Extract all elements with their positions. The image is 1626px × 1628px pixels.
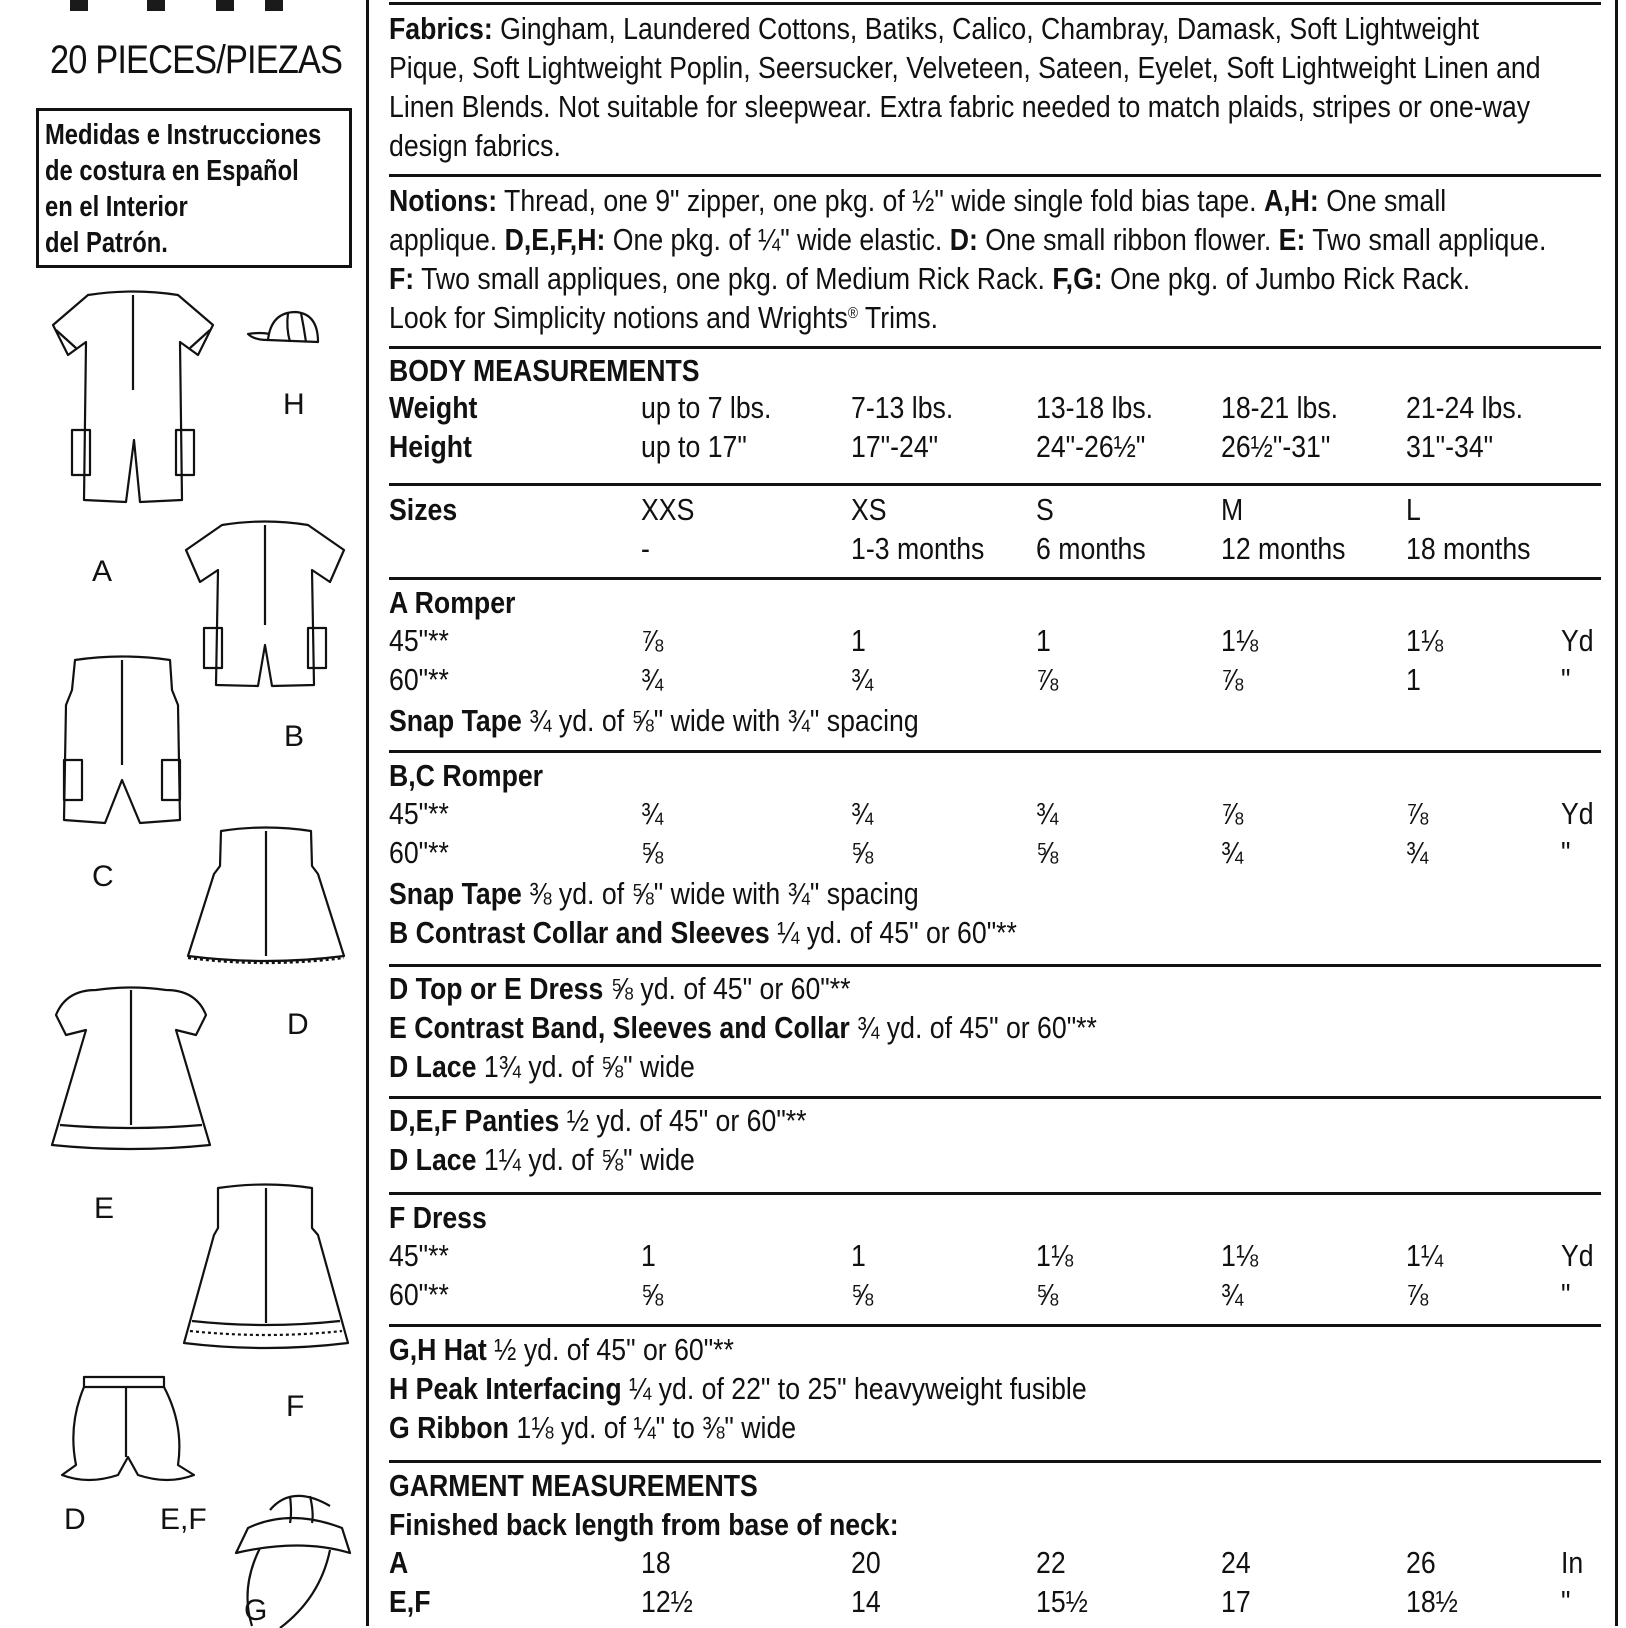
garment-measurements-subtitle: Finished back length from base of neck: [389,1507,899,1542]
measurement-row-value: 20 [851,1545,881,1580]
weight-row-value: 7-13 lbs. [851,390,954,425]
f-dress-title: F Dress [389,1200,487,1235]
bloomers-icon [58,1375,198,1485]
section-rule [389,174,1601,177]
left-panel [0,0,368,1626]
section-rule [389,1192,1601,1195]
notions-line: Look for Simplicity notions and Wrights® Trims. [389,300,938,335]
yardage-line: H Peak Interfacing ¼ yd. of 22" to 25" heavyweight fusible [389,1371,1087,1406]
yardage-row-value: ⅝ [641,835,664,870]
yardage-line: G,H Hat ½ yd. of 45" or 60"** [389,1332,734,1367]
romper-sleeveless-icon [60,655,185,825]
section-rule [389,964,1601,967]
yardage-row-value: ⅞ [1406,796,1429,831]
view-label-e: E [94,1192,115,1225]
yardage-row-label: 45"** [389,796,449,831]
measurement-row-value: 22 [1036,1545,1066,1580]
spanish-note-line: de costura en Español [45,155,299,187]
yardage-row-value: ¾ [851,796,874,831]
yardage-row-value: ¾ [641,662,664,697]
garment-measurements-title: GARMENT MEASUREMENTS [389,1468,758,1503]
notions-line: applique. D,E,F,H: One pkg. of ¼" wide elastic. D: One small ribbon flower. E: Two small applique. [389,222,1547,257]
yardage-row-value: 1 [851,1238,866,1273]
view-label-b: B [284,720,305,753]
notions-line: Notions: Thread, one 9" zipper, one pkg. of ½" wide single fold bias tape. A,H: One small [389,183,1447,218]
spanish-note-line: Medidas e Instrucciones [45,119,322,151]
view-label-d-top: D [287,1008,309,1041]
yardage-row-unit: Yd [1561,796,1594,831]
ages-row-value: 18 months [1406,531,1531,566]
measurement-row-unit: In [1561,1545,1584,1580]
yardage-row-label: 45"** [389,623,449,658]
view-label-c: C [92,860,114,893]
bc-snap-tape: Snap Tape ⅜ yd. of ⅝" wide with ¾" spacing [389,876,919,911]
fabrics-line: Linen Blends. Not suitable for sleepwear. Extra fabric needed to match plaids, stripes or one-way [389,89,1531,124]
spanish-note-line: en el Interior [45,191,188,223]
spanish-instructions-box [36,108,352,268]
yardage-line: E Contrast Band, Sleeves and Collar ¾ yd. of 45" or 60"** [389,1010,1097,1045]
yardage-row-value: 1 [851,623,866,658]
weight-row-value: 21-24 lbs. [1406,390,1524,425]
view-label-f: F [286,1390,305,1423]
yardage-row-value: ¾ [1036,796,1059,831]
sizes-row-value: XS [851,492,887,527]
a-snap-tape: Snap Tape ¾ yd. of ⅝" wide with ¾" spacing [389,703,919,738]
view-label-ef-panties: E,F [160,1503,207,1536]
fabrics-line: Pique, Soft Lightweight Poplin, Seersucker, Velveteen, Sateen, Eyelet, Soft Lightweight Linen and [389,50,1541,85]
sizes-row-label: Sizes [389,492,458,527]
measurement-row-value: 12½ [641,1584,693,1619]
fabrics-line: Fabrics: Gingham, Laundered Cottons, Batiks, Calico, Chambray, Damask, Soft Lightweight [389,11,1480,46]
section-rule [389,1460,1601,1463]
height-row-value: 26½"-31" [1221,429,1331,464]
puff-sleeve-dress-icon [46,985,216,1155]
yardage-row-value: ¾ [1221,1277,1244,1312]
height-row-value: 17"-24" [851,429,939,464]
section-rule [389,1324,1601,1327]
yardage-row-value: ⅞ [1406,1277,1429,1312]
weight-row-value: 18-21 lbs. [1221,390,1339,425]
yardage-row-value: 1 [1406,662,1421,697]
measurement-row-value: 24 [1221,1545,1251,1580]
measurement-row-label: E,F [389,1584,431,1619]
ages-row-value: 1-3 months [851,531,985,566]
section-rule [389,750,1601,753]
yardage-row-value: ⅞ [1221,662,1244,697]
romper-long-icon [48,290,218,520]
section-rule [389,577,1601,580]
right-border [1615,0,1618,1626]
yardage-row-label: 60"** [389,662,449,697]
height-row-label: Height [389,429,472,464]
yardage-row-unit: Yd [1561,623,1594,658]
measurement-row-value: 14 [851,1584,881,1619]
section-rule [389,1096,1601,1099]
yardage-row-value: ⅝ [851,1277,874,1312]
section-rule [389,2,1601,5]
romper-short-sleeve-icon [182,520,348,690]
b-contrast: B Contrast Collar and Sleeves ¼ yd. of 45" or 60"** [389,915,1017,950]
yardage-row-unit: " [1561,662,1571,697]
body-measurements-title: BODY MEASUREMENTS [389,353,700,388]
yardage-line: D Top or E Dress ⅝ yd. of 45" or 60"** [389,971,851,1006]
piece-count: 20 PIECES/PIEZAS [50,38,343,82]
registered-mark: ® [847,305,859,322]
yardage-row-value: 1 [641,1238,656,1273]
yardage-row-value: ⅝ [1036,1277,1059,1312]
yardage-row-value: ⅝ [851,835,874,870]
cap-icon [246,310,321,355]
yardage-row-value: ⅞ [1221,796,1244,831]
ages-row-value: 6 months [1036,531,1146,566]
height-row-value: up to 17" [641,429,747,464]
yardage-line: D,E,F Panties ½ yd. of 45" or 60"** [389,1103,807,1138]
fabrics-label: Fabrics: [389,11,493,46]
sizes-row-value: S [1036,492,1054,527]
measurement-row-value: 18½ [1406,1584,1458,1619]
yardage-row-value: 1⅛ [1036,1238,1074,1273]
sizes-row-value: M [1221,492,1244,527]
spanish-note-line: del Patrón. [45,227,168,259]
yardage-row-value: ¾ [1221,835,1244,870]
pattern-number-logo-fragment [68,0,288,12]
bc-romper-title: B,C Romper [389,758,544,793]
section-rule [389,346,1601,349]
yardage-row-value: ¾ [1406,835,1429,870]
measurement-row-value: 15½ [1036,1584,1088,1619]
ages-row-value: - [641,531,650,566]
sleeveless-top-icon [186,826,346,971]
measurement-row-value: 17 [1221,1584,1251,1619]
yardage-row-value: ⅝ [641,1277,664,1312]
yardage-line: G Ribbon 1⅛ yd. of ¼" to ⅜" wide [389,1410,797,1445]
yardage-row-unit: " [1561,1277,1571,1312]
fabrics-line: design fabrics. [389,128,561,163]
sleeveless-dress-icon [182,1183,350,1358]
measurement-row-unit: " [1561,1584,1571,1619]
sizes-row-value: L [1406,492,1421,527]
yardage-row-label: 60"** [389,1277,449,1312]
yardage-row-unit: Yd [1561,1238,1594,1273]
height-row-value: 31"-34" [1406,429,1494,464]
weight-row-value: 13-18 lbs. [1036,390,1154,425]
column-divider [366,0,369,1626]
a-romper-title: A Romper [389,585,516,620]
yardage-row-value: ⅞ [1036,662,1059,697]
yardage-row-value: 1⅛ [1406,623,1444,658]
weight-row-label: Weight [389,390,478,425]
view-label-g: G [244,1594,268,1627]
yardage-row-value: ⅞ [641,623,664,658]
yardage-line: D Lace 1¾ yd. of ⅝" wide [389,1049,695,1084]
yardage-row-value: 1¼ [1406,1238,1444,1273]
yardage-row-value: ¾ [851,662,874,697]
weight-row-value: up to 7 lbs. [641,390,772,425]
view-label-h: H [283,388,305,421]
notions-line: F: Two small appliques, one pkg. of Medium Rick Rack. F,G: One pkg. of Jumbo Rick Rack. [389,261,1471,296]
yardage-row-unit: " [1561,835,1571,870]
view-label-d-panties: D [64,1503,86,1536]
yardage-row-value: 1⅛ [1221,1238,1259,1273]
yardage-row-value: ⅝ [1036,835,1059,870]
section-rule [389,483,1601,486]
yardage-row-label: 60"** [389,835,449,870]
height-row-value: 24"-26½" [1036,429,1146,464]
yardage-row-label: 45"** [389,1238,449,1273]
measurement-row-value: 26 [1406,1545,1436,1580]
yardage-row-value: 1⅛ [1221,623,1259,658]
ages-row-value: 12 months [1221,531,1346,566]
view-label-a: A [92,555,113,588]
yardage-row-value: 1 [1036,623,1051,658]
yardage-line: D Lace 1¼ yd. of ⅝" wide [389,1142,695,1177]
measurement-row-label: A [389,1545,409,1580]
sizes-row-value: XXS [641,492,695,527]
yardage-row-value: ¾ [641,796,664,831]
measurement-row-value: 18 [641,1545,671,1580]
